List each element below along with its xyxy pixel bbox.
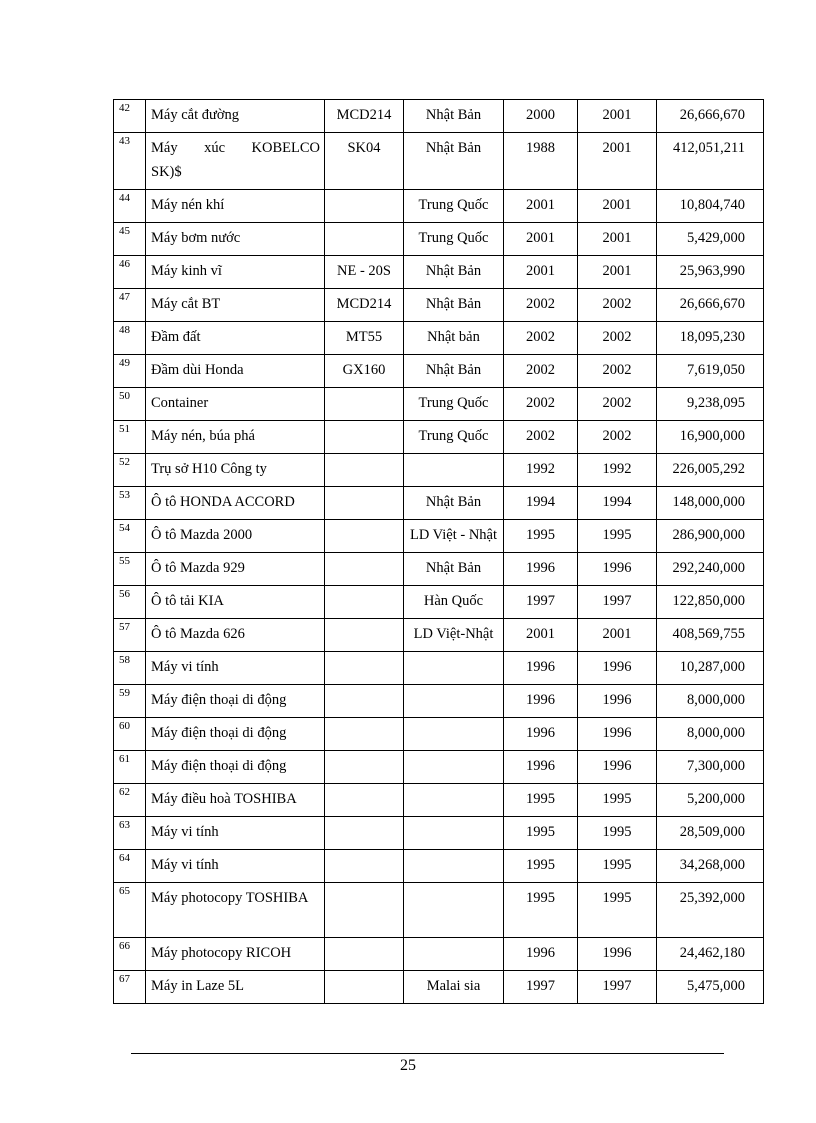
- table-row: [114, 553, 764, 586]
- year-in-use: 2001: [578, 619, 657, 652]
- year-manufactured: 1996: [504, 652, 578, 685]
- table-row: [114, 718, 764, 751]
- item-name: Máy vi tính: [146, 652, 325, 685]
- table-row: [114, 520, 764, 553]
- origin-country: Nhật Bản: [404, 355, 504, 388]
- model-code: [325, 619, 404, 652]
- origin-country: [404, 718, 504, 751]
- item-name: Đầm dùi Honda: [146, 355, 325, 388]
- year-in-use: 2001: [578, 100, 657, 133]
- item-name: Máy nén, búa phá: [146, 421, 325, 454]
- row-number: 44: [114, 190, 146, 223]
- origin-country: [404, 454, 504, 487]
- year-in-use: 2001: [578, 256, 657, 289]
- origin-country: Nhật Bản: [404, 100, 504, 133]
- origin-country: Nhật bản: [404, 322, 504, 355]
- table-row: [114, 751, 764, 784]
- year-in-use: 2001: [578, 133, 657, 190]
- item-name: Máy cắt đường: [146, 100, 325, 133]
- value-amount: 10,287,000: [657, 652, 764, 685]
- year-manufactured: 2001: [504, 190, 578, 223]
- item-name: Đầm đất: [146, 322, 325, 355]
- value-amount: 412,051,211: [657, 133, 764, 190]
- year-manufactured: 1997: [504, 971, 578, 1004]
- year-in-use: 1996: [578, 751, 657, 784]
- year-in-use: 1997: [578, 586, 657, 619]
- item-name: Máy kinh vĩ: [146, 256, 325, 289]
- year-manufactured: 1995: [504, 784, 578, 817]
- origin-country: Nhật Bản: [404, 289, 504, 322]
- table-row: [114, 454, 764, 487]
- origin-country: Trung Quốc: [404, 421, 504, 454]
- year-manufactured: 1996: [504, 718, 578, 751]
- table-row: [114, 850, 764, 883]
- year-manufactured: 2002: [504, 355, 578, 388]
- origin-country: [404, 850, 504, 883]
- item-name: Máy bơm nước: [146, 223, 325, 256]
- value-amount: 25,392,000: [657, 883, 764, 938]
- value-amount: 7,619,050: [657, 355, 764, 388]
- item-name: Máy vi tính: [146, 850, 325, 883]
- value-amount: 292,240,000: [657, 553, 764, 586]
- row-number: 63: [114, 817, 146, 850]
- model-code: [325, 751, 404, 784]
- year-in-use: 2002: [578, 322, 657, 355]
- year-manufactured: 1996: [504, 938, 578, 971]
- value-amount: 24,462,180: [657, 938, 764, 971]
- origin-country: [404, 652, 504, 685]
- value-amount: 8,000,000: [657, 718, 764, 751]
- value-amount: 34,268,000: [657, 850, 764, 883]
- year-manufactured: 1995: [504, 850, 578, 883]
- year-in-use: 1995: [578, 784, 657, 817]
- year-in-use: 1996: [578, 553, 657, 586]
- item-name: Máy in Laze 5L: [146, 971, 325, 1004]
- year-manufactured: 1995: [504, 520, 578, 553]
- origin-country: [404, 938, 504, 971]
- value-amount: 10,804,740: [657, 190, 764, 223]
- item-name: Máy vi tính: [146, 817, 325, 850]
- origin-country: Malai sia: [404, 971, 504, 1004]
- item-name: Máy photocopy RICOH: [146, 938, 325, 971]
- asset-table: [113, 99, 764, 1004]
- value-amount: 286,900,000: [657, 520, 764, 553]
- value-amount: 18,095,230: [657, 322, 764, 355]
- asset-table-body: [114, 100, 764, 1004]
- table-row: [114, 256, 764, 289]
- model-code: [325, 487, 404, 520]
- table-row: [114, 685, 764, 718]
- item-name: Máy điện thoại di động: [146, 685, 325, 718]
- model-code: [325, 223, 404, 256]
- year-manufactured: 1996: [504, 751, 578, 784]
- value-amount: 8,000,000: [657, 685, 764, 718]
- year-manufactured: 2000: [504, 100, 578, 133]
- row-number: 60: [114, 718, 146, 751]
- table-row: [114, 971, 764, 1004]
- origin-country: Hàn Quốc: [404, 586, 504, 619]
- table-row: [114, 289, 764, 322]
- value-amount: 26,666,670: [657, 100, 764, 133]
- table-row: [114, 817, 764, 850]
- row-number: 57: [114, 619, 146, 652]
- item-name: Ô tô tải KIA: [146, 586, 325, 619]
- row-number: 53: [114, 487, 146, 520]
- year-manufactured: 2002: [504, 322, 578, 355]
- table-row: [114, 421, 764, 454]
- model-code: [325, 454, 404, 487]
- year-in-use: 2001: [578, 223, 657, 256]
- model-code: [325, 718, 404, 751]
- row-number: 45: [114, 223, 146, 256]
- origin-country: Trung Quốc: [404, 388, 504, 421]
- item-name: Trụ sở H10 Công ty: [146, 454, 325, 487]
- row-number: 46: [114, 256, 146, 289]
- model-code: SK04: [325, 133, 404, 190]
- row-number: 55: [114, 553, 146, 586]
- year-in-use: 2001: [578, 190, 657, 223]
- year-manufactured: 1994: [504, 487, 578, 520]
- origin-country: LD Việt-Nhật: [404, 619, 504, 652]
- model-code: [325, 652, 404, 685]
- year-manufactured: 2001: [504, 619, 578, 652]
- year-in-use: 1996: [578, 652, 657, 685]
- year-manufactured: 1995: [504, 817, 578, 850]
- item-name: [146, 133, 325, 190]
- model-code: GX160: [325, 355, 404, 388]
- origin-country: Nhật Bản: [404, 133, 504, 190]
- row-number: 61: [114, 751, 146, 784]
- value-amount: 5,475,000: [657, 971, 764, 1004]
- table-row: [114, 652, 764, 685]
- origin-country: Nhật Bản: [404, 256, 504, 289]
- row-number: 58: [114, 652, 146, 685]
- year-in-use: 1996: [578, 718, 657, 751]
- year-in-use: 2002: [578, 421, 657, 454]
- origin-country: [404, 883, 504, 938]
- year-manufactured: 2002: [504, 388, 578, 421]
- item-name-line: Máy xúc KOBELCO: [151, 140, 320, 156]
- row-number: 67: [114, 971, 146, 1004]
- year-in-use: 1995: [578, 520, 657, 553]
- year-manufactured: 1995: [504, 883, 578, 938]
- year-in-use: 2002: [578, 355, 657, 388]
- model-code: [325, 938, 404, 971]
- table-row: [114, 784, 764, 817]
- model-code: [325, 553, 404, 586]
- item-name-line: SK)$: [151, 164, 182, 180]
- row-number: 62: [114, 784, 146, 817]
- value-amount: 16,900,000: [657, 421, 764, 454]
- value-amount: 5,200,000: [657, 784, 764, 817]
- item-name: Máy điều hoà TOSHIBA: [146, 784, 325, 817]
- year-manufactured: 2001: [504, 223, 578, 256]
- model-code: [325, 190, 404, 223]
- model-code: MT55: [325, 322, 404, 355]
- origin-country: [404, 751, 504, 784]
- year-in-use: 1997: [578, 971, 657, 1004]
- item-name: Ô tô Mazda 626: [146, 619, 325, 652]
- year-manufactured: 1992: [504, 454, 578, 487]
- year-in-use: 1992: [578, 454, 657, 487]
- year-manufactured: 2002: [504, 421, 578, 454]
- item-name: Máy điện thoại di động: [146, 751, 325, 784]
- table-row: [114, 190, 764, 223]
- value-amount: 148,000,000: [657, 487, 764, 520]
- row-number: 48: [114, 322, 146, 355]
- value-amount: 28,509,000: [657, 817, 764, 850]
- year-in-use: 2002: [578, 388, 657, 421]
- table-row: [114, 487, 764, 520]
- value-amount: 7,300,000: [657, 751, 764, 784]
- model-code: [325, 520, 404, 553]
- item-name: Máy cắt BT: [146, 289, 325, 322]
- row-number: 54: [114, 520, 146, 553]
- model-code: [325, 685, 404, 718]
- origin-country: Trung Quốc: [404, 223, 504, 256]
- year-manufactured: 2001: [504, 256, 578, 289]
- value-amount: 26,666,670: [657, 289, 764, 322]
- row-number: 66: [114, 938, 146, 971]
- item-name: Ô tô Mazda 929: [146, 553, 325, 586]
- model-code: [325, 850, 404, 883]
- origin-country: Nhật Bản: [404, 487, 504, 520]
- table-row: [114, 388, 764, 421]
- row-number: 64: [114, 850, 146, 883]
- year-in-use: 1994: [578, 487, 657, 520]
- value-amount: 25,963,990: [657, 256, 764, 289]
- origin-country: [404, 817, 504, 850]
- row-number: 59: [114, 685, 146, 718]
- table-row: [114, 586, 764, 619]
- row-number: 51: [114, 421, 146, 454]
- year-in-use: 1995: [578, 817, 657, 850]
- model-code: [325, 421, 404, 454]
- table-row: [114, 133, 764, 190]
- row-number: 56: [114, 586, 146, 619]
- footer-rule: [131, 1053, 724, 1054]
- year-in-use: 1996: [578, 685, 657, 718]
- table-row: [114, 322, 764, 355]
- model-code: [325, 883, 404, 938]
- model-code: [325, 971, 404, 1004]
- item-name: Máy nén khí: [146, 190, 325, 223]
- year-manufactured: 1996: [504, 553, 578, 586]
- origin-country: Trung Quốc: [404, 190, 504, 223]
- table-row: [114, 223, 764, 256]
- table-row: [114, 619, 764, 652]
- row-number: 49: [114, 355, 146, 388]
- year-in-use: 2002: [578, 289, 657, 322]
- model-code: [325, 784, 404, 817]
- item-name: Ô tô HONDA ACCORD: [146, 487, 325, 520]
- table-row: [114, 100, 764, 133]
- model-code: [325, 586, 404, 619]
- value-amount: 5,429,000: [657, 223, 764, 256]
- origin-country: [404, 784, 504, 817]
- value-amount: 226,005,292: [657, 454, 764, 487]
- row-number: 52: [114, 454, 146, 487]
- year-manufactured: 1996: [504, 685, 578, 718]
- row-number: 50: [114, 388, 146, 421]
- year-manufactured: 1988: [504, 133, 578, 190]
- page-number: 25: [400, 1057, 416, 1074]
- table-row: [114, 883, 764, 938]
- item-name: Máy điện thoại di động: [146, 718, 325, 751]
- item-name: Ô tô Mazda 2000: [146, 520, 325, 553]
- model-code: [325, 388, 404, 421]
- model-code: NE - 20S: [325, 256, 404, 289]
- year-in-use: 1996: [578, 938, 657, 971]
- year-manufactured: 2002: [504, 289, 578, 322]
- row-number: 47: [114, 289, 146, 322]
- model-code: [325, 817, 404, 850]
- item-name: Máy photocopy TOSHIBA: [146, 883, 325, 938]
- value-amount: 408,569,755: [657, 619, 764, 652]
- year-in-use: 1995: [578, 850, 657, 883]
- table-row: [114, 355, 764, 388]
- row-number: 42: [114, 100, 146, 133]
- row-number: 43: [114, 133, 146, 190]
- value-amount: 122,850,000: [657, 586, 764, 619]
- table-row: [114, 938, 764, 971]
- model-code: MCD214: [325, 289, 404, 322]
- value-amount: 9,238,095: [657, 388, 764, 421]
- row-number: 65: [114, 883, 146, 938]
- year-in-use: 1995: [578, 883, 657, 938]
- year-manufactured: 1997: [504, 586, 578, 619]
- item-name: Container: [146, 388, 325, 421]
- model-code: MCD214: [325, 100, 404, 133]
- origin-country: [404, 685, 504, 718]
- origin-country: Nhật Bản: [404, 553, 504, 586]
- origin-country: LD Việt - Nhật: [404, 520, 504, 553]
